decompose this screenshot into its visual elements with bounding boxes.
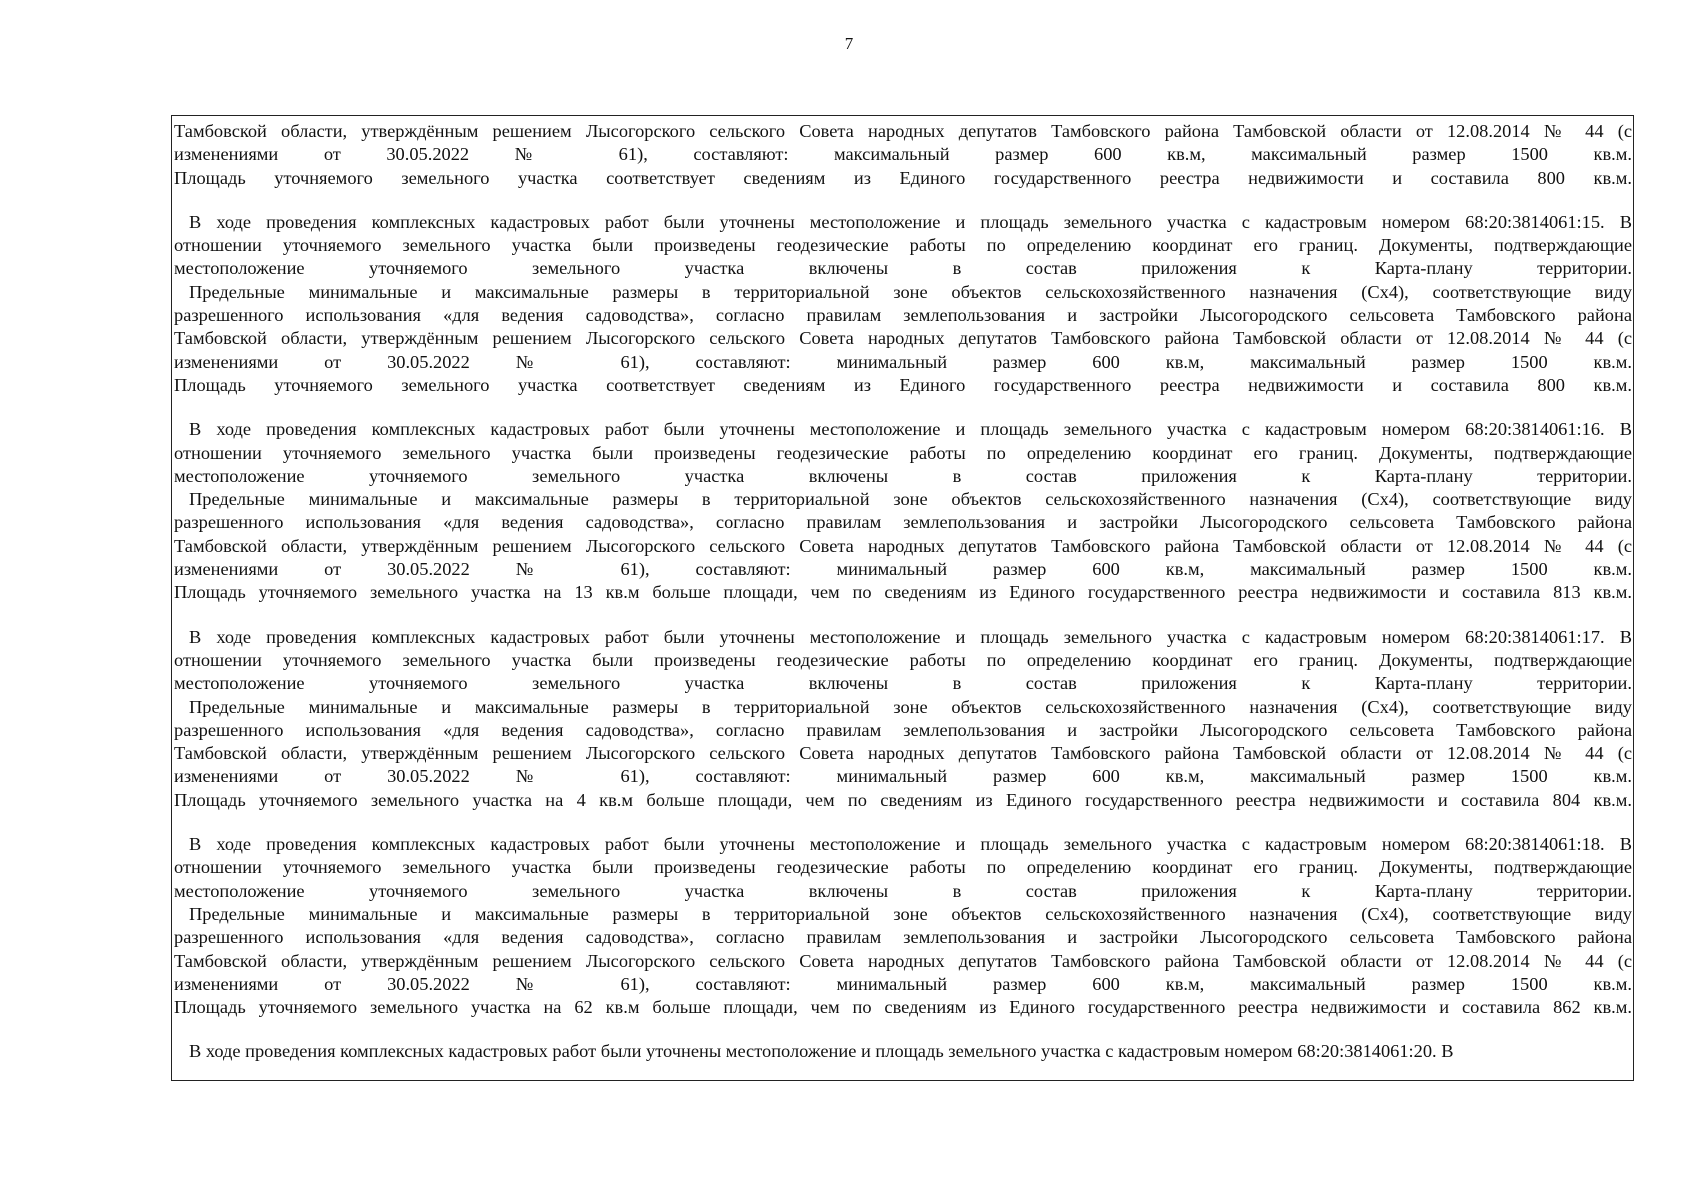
paragraph [174, 1040, 1632, 1063]
text-line: В ходе проведения комплексных кадастровых работ были уточнены местоположение и площадь земельного участка с кадастровым номером 68:20:3814061:20. В [189, 1041, 1454, 1062]
paragraph [174, 626, 1632, 812]
text-line: отношении уточняемого земельного участка были произведены геодезические работы по определению координат его границ. Документы, подтверждающие [174, 857, 1632, 878]
paragraph [174, 211, 1632, 397]
text-line: Площадь уточняемого земельного участка на 4 кв.м больше площади, чем по сведениям из Единого государственного реестра недвижимости и составила 804 кв.м. [174, 789, 1632, 810]
text-line: изменениями от 30.05.2022 № 61), составляют: минимальный размер 600 кв.м, максимальный размер 1500 кв.м. [174, 351, 1632, 372]
text-line: Тамбовской области, утверждённым решением Лысогорского сельского Совета народных депутатов Тамбовского района Тамбовской области от 12.08.2014 № 44 (с [174, 743, 1632, 764]
text-line: Предельные минимальные и максимальные размеры в территориальной зоне объектов сельскохозяйственного назначения (Сх4), соответствующие виду [189, 903, 1632, 924]
page-number: 7 [844, 34, 854, 53]
text-line: местоположение уточняемого земельного участка включены в состав приложения к Карта-плану территории. [174, 465, 1632, 486]
text-line: местоположение уточняемого земельного участка включены в состав приложения к Карта-плану территории. [174, 880, 1632, 901]
text-line: изменениями от 30.05.2022 № 61), составляют: минимальный размер 600 кв.м, максимальный размер 1500 кв.м. [174, 766, 1632, 787]
text-line: разрешенного использования «для ведения садоводства», согласно правилам землепользования и застройки Лысогородского сельсовета Тамбовского района [174, 305, 1632, 326]
text-line: Тамбовской области, утверждённым решением Лысогорского сельского Совета народных депутатов Тамбовского района Тамбовской области от 12.08.2014 № 44 (с [174, 328, 1632, 349]
text-line: разрешенного использования «для ведения садоводства», согласно правилам землепользования и застройки Лысогородского сельсовета Тамбовского района [174, 719, 1632, 740]
text-line: местоположение уточняемого земельного участка включены в состав приложения к Карта-плану территории. [174, 673, 1632, 694]
text-line: Тамбовской области, утверждённым решением Лысогорского сельского Совета народных депутатов Тамбовского района Тамбовской области от 12.08.2014 № 44 (с [174, 535, 1632, 556]
text-line: изменениями от 30.05.2022 № 61), составляют: минимальный размер 600 кв.м, максимальный размер 1500 кв.м. [174, 973, 1632, 994]
text-line: отношении уточняемого земельного участка были произведены геодезические работы по определению координат его границ. Документы, подтверждающие [174, 235, 1632, 256]
text-line: Предельные минимальные и максимальные размеры в территориальной зоне объектов сельскохозяйственного назначения (Сх4), соответствующие виду [189, 281, 1632, 302]
text-line: Тамбовской области, утверждённым решением Лысогорского сельского Совета народных депутатов Тамбовского района Тамбовской области от 12.08.2014 № 44 (с [174, 121, 1632, 141]
text-line: В ходе проведения комплексных кадастровых работ были уточнены местоположение и площадь земельного участка с кадастровым номером 68:20:3814061:15. В [189, 211, 1632, 232]
text-line: Предельные минимальные и максимальные размеры в территориальной зоне объектов сельскохозяйственного назначения (Сх4), соответствующие виду [189, 489, 1632, 510]
paragraph [174, 120, 1632, 190]
text-line: изменениями от 30.05.2022 № 61), составляют: максимальный размер 600 кв.м, максимальный размер 1500 кв.м. [174, 144, 1632, 165]
text-line: В ходе проведения комплексных кадастровых работ были уточнены местоположение и площадь земельного участка с кадастровым номером 68:20:3814061:17. В [189, 626, 1632, 647]
paragraph [174, 833, 1632, 1019]
text-line: Предельные минимальные и максимальные размеры в территориальной зоне объектов сельскохозяйственного назначения (Сх4), соответствующие виду [189, 696, 1632, 717]
paragraph [174, 418, 1632, 604]
document-body [174, 120, 1632, 1085]
text-line: Тамбовской области, утверждённым решением Лысогорского сельского Совета народных депутатов Тамбовского района Тамбовской области от 12.08.2014 № 44 (с [174, 950, 1632, 971]
text-line: местоположение уточняемого земельного участка включены в состав приложения к Карта-плану территории. [174, 258, 1632, 279]
text-line: Площадь уточняемого земельного участка на 62 кв.м больше площади, чем по сведениям из Единого государственного реестра недвижимости и составила 862 кв.м. [174, 997, 1632, 1018]
text-line: отношении уточняемого земельного участка были произведены геодезические работы по определению координат его границ. Документы, подтверждающие [174, 442, 1632, 463]
text-line: Площадь уточняемого земельного участка соответствует сведениям из Единого государственного реестра недвижимости и составила 800 кв.м. [174, 167, 1632, 188]
text-line: изменениями от 30.05.2022 № 61), составляют: минимальный размер 600 кв.м, максимальный размер 1500 кв.м. [174, 559, 1632, 580]
document-frame [171, 115, 1634, 1081]
text-line: В ходе проведения комплексных кадастровых работ были уточнены местоположение и площадь земельного участка с кадастровым номером 68:20:3814061:18. В [189, 834, 1632, 855]
text-line: В ходе проведения комплексных кадастровых работ были уточнены местоположение и площадь земельного участка с кадастровым номером 68:20:3814061:16. В [189, 419, 1632, 440]
text-line: Площадь уточняемого земельного участка на 13 кв.м больше площади, чем по сведениям из Единого государственного реестра недвижимости и составила 813 кв.м. [174, 582, 1632, 603]
text-line: Площадь уточняемого земельного участка соответствует сведениям из Единого государственного реестра недвижимости и составила 800 кв.м. [174, 374, 1632, 395]
text-line: отношении уточняемого земельного участка были произведены геодезические работы по определению координат его границ. Документы, подтверждающие [174, 649, 1632, 670]
text-line: разрешенного использования «для ведения садоводства», согласно правилам землепользования и застройки Лысогородского сельсовета Тамбовского района [174, 512, 1632, 533]
text-line: разрешенного использования «для ведения садоводства», согласно правилам землепользования и застройки Лысогородского сельсовета Тамбовского района [174, 927, 1632, 948]
